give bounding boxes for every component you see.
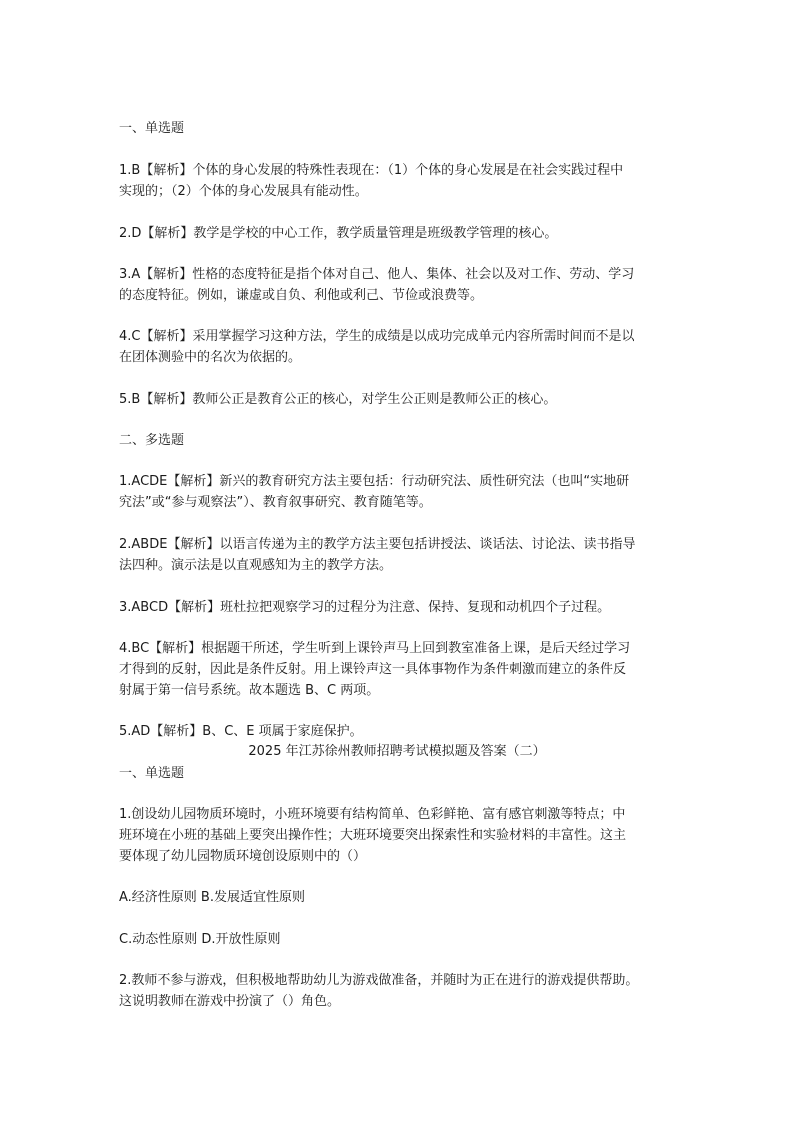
heading-text: 一、单选题 [119,766,185,781]
answer-line: 5.AD【解析】B、C、E 项属于家庭保护。 [119,724,363,739]
answer-item-4 [119,326,679,368]
answer-item-5 [119,389,679,410]
heading-text: 一、单选题 [119,121,185,136]
question-1 [119,804,679,867]
heading-text: 二、多选题 [119,433,185,448]
answer-line: 5.B【解析】教师公正是教育公正的核心，对学生公正则是教师公正的核心。 [119,392,557,407]
answer-line: 才得到的反射，因此是条件反射。用上课铃声这一具体事物作为条件刺激而建立的条件反 [119,662,627,677]
answer-line: 1.B【解析】个体的身心发展的特殊性表现在：（1）个体的身心发展是在社会实践过程中 [119,163,624,178]
answer-line: 射属于第一信号系统。故本题选 B、C 两项。 [119,683,380,698]
answer-line: 4.BC【解析】根据题干所述，学生听到上课铃声马上回到教室准备上课，是后天经过学习 [119,641,631,656]
answer-item-8 [119,597,679,618]
option-line: C.动态性原则 D.开放性原则 [119,932,281,947]
answer-item-3 [119,264,679,306]
answer-line: 3.ABCD【解析】班杜拉把观察学习的过程分为注意、保持、复现和动机四个子过程。 [119,600,611,615]
answer-item-6 [119,471,679,513]
answer-line: 在团体测验中的名次为依据的。 [119,350,302,365]
answer-line: 3.A【解析】性格的态度特征是指个体对自己、他人、集体、社会以及对工作、劳动、学习 [119,267,635,282]
answer-item-10 [119,721,679,742]
question-line: 这说明教师在游戏中扮演了（）角色。 [119,994,341,1009]
answer-item-2 [119,223,679,244]
answer-line: 究法”或“参与观察法”）、教育叙事研究、教育随笔等。 [119,495,432,510]
question-line: 1.创设幼儿园物质环境时，小班环境要有结构简单、色彩鲜艳、富有感官刺激等特点；中 [119,807,626,822]
section-heading-multiple-choice [119,430,679,451]
question-1-options-cd [119,929,679,950]
answer-line: 4.C【解析】采用掌握学习这种方法，学生的成绩是以成功完成单元内容所需时间而不是以 [119,329,635,344]
option-line: A.经济性原则 B.发展适宜性原则 [119,890,305,905]
answer-line: 1.ACDE【解析】新兴的教育研究方法主要包括：行动研究法、质性研究法（也叫“实地研 [119,474,630,489]
section-heading-single-choice [119,118,679,139]
answer-line: 实现的；（2）个体的身心发展具有能动性。 [119,184,368,199]
answer-line: 法四种。演示法是以直观感知为主的教学方法。 [119,558,393,573]
answer-item-1 [119,160,679,202]
answer-line: 2.ABDE【解析】以语言传递为主的教学方法主要包括讲授法、谈话法、讨论法、读书指导 [119,537,636,552]
section-heading-single-choice-2 [119,763,679,784]
question-line: 班环境在小班的基础上要突出操作性；大班环境要突出探索性和实验材料的丰富性。这主 [119,828,627,843]
answer-item-7 [119,534,679,576]
question-1-options-ab [119,887,679,908]
document-title: 2025 年江苏徐州教师招聘考试模拟题及答案（二） [248,744,546,759]
question-line: 2.教师不参与游戏，但积极地帮助幼儿为游戏做准备，并随时为正在进行的游戏提供帮助。 [119,973,639,988]
answer-line: 的态度特征。例如，谦虚或自负、利他或利己、节俭或浪费等。 [119,288,484,303]
question-line: 要体现了幼儿园物质环境创设原则中的（） [119,849,367,864]
answer-item-9 [119,638,679,701]
question-2 [119,970,679,1012]
answer-line: 2.D【解析】教学是学校的中心工作，教学质量管理是班级教学管理的核心。 [119,226,558,241]
